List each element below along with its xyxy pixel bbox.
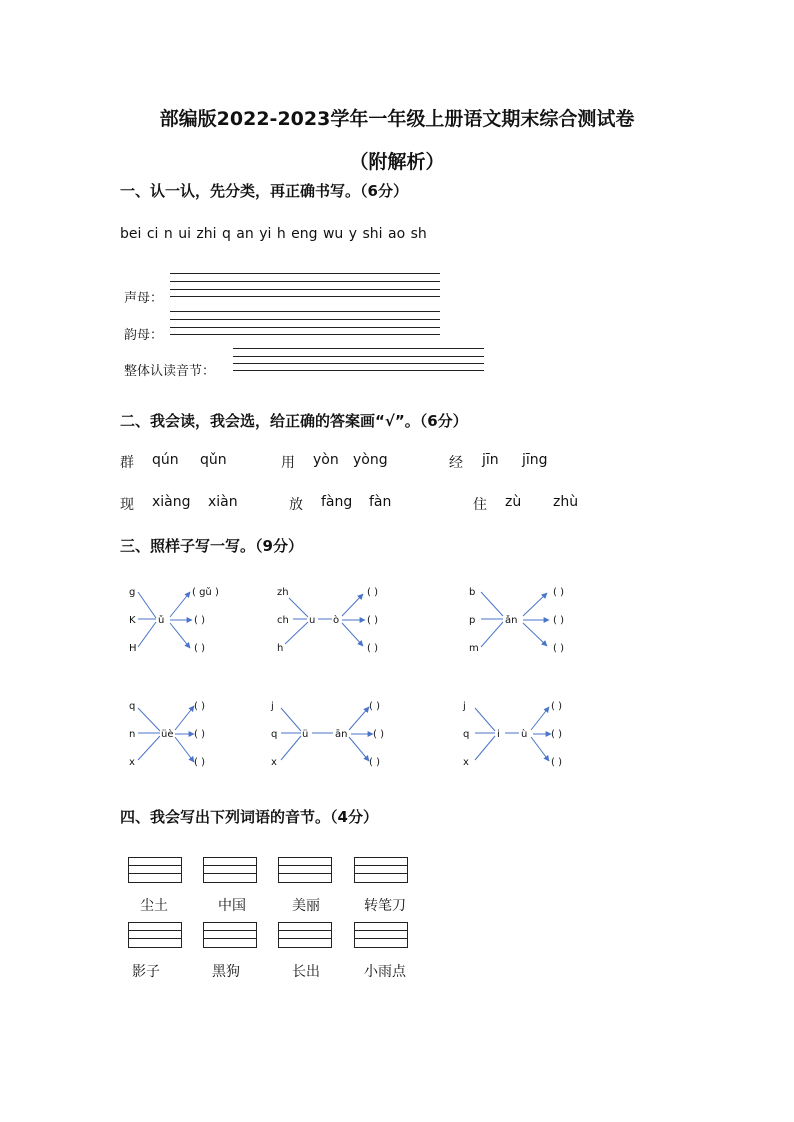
diagram-initial: h — [277, 643, 284, 654]
word-label: 转笔刀 — [364, 898, 406, 914]
spelling-diagram-2 — [275, 580, 425, 660]
answer-paren[interactable]: ( ) — [369, 701, 380, 712]
pinyin-writing-box[interactable] — [128, 857, 182, 883]
choice-option[interactable]: zhù — [553, 494, 579, 510]
diagram-final: ān — [335, 729, 348, 740]
choice-option[interactable]: fàn — [369, 494, 392, 510]
spelling-diagram-1 — [120, 580, 250, 660]
answer-paren[interactable]: ( ) — [369, 757, 380, 768]
word-label: 影子 — [132, 964, 160, 980]
diagram-initial: b — [469, 587, 476, 598]
pinyin-writing-box[interactable] — [203, 922, 257, 948]
answer-paren[interactable]: ( ) — [373, 729, 384, 740]
choice-char: 放 — [289, 497, 303, 513]
answer-paren[interactable]: ( ) — [551, 701, 562, 712]
diagram-final: ò — [333, 615, 340, 626]
answer-paren[interactable]: ( ) — [553, 615, 564, 626]
finals-label: 韵母： — [124, 328, 164, 343]
diagram-initial: q — [129, 701, 136, 712]
diagram-final: ù — [521, 729, 528, 740]
choice-option[interactable]: zù — [505, 494, 522, 510]
choice-option[interactable]: qǔn — [200, 452, 227, 468]
pinyin-writing-box[interactable] — [354, 922, 408, 948]
diagram-initial: zh — [277, 587, 289, 598]
answer-paren[interactable]: ( gǔ ) — [192, 587, 219, 598]
page-title: 部编版2022-2023学年一年级上册语文期末综合测试卷 — [159, 108, 635, 130]
finals-writing-lines[interactable] — [170, 311, 440, 335]
word-label: 中国 — [218, 898, 246, 914]
whole-syllables-writing-lines[interactable] — [233, 348, 484, 371]
answer-paren[interactable]: ( ) — [194, 701, 205, 712]
diagram-initial: ch — [277, 615, 289, 626]
answer-paren[interactable]: ( ) — [194, 757, 205, 768]
word-label: 小雨点 — [364, 964, 406, 980]
choice-option[interactable]: yòng — [353, 452, 388, 468]
diagram-initial: H — [129, 643, 137, 654]
choice-char: 群 — [120, 455, 134, 471]
answer-paren[interactable]: ( ) — [551, 757, 562, 768]
pinyin-writing-box[interactable] — [203, 857, 257, 883]
answer-paren[interactable]: ( ) — [194, 643, 205, 654]
answer-paren[interactable]: ( ) — [367, 587, 378, 598]
diagram-initial: x — [129, 757, 135, 768]
spelling-diagram-5 — [265, 694, 425, 774]
diagram-final: ǔ — [158, 615, 165, 626]
diagram-initial: m — [469, 643, 479, 654]
choice-option[interactable]: fàng — [321, 494, 353, 510]
word-label: 美丽 — [292, 898, 320, 914]
answer-paren[interactable]: ( ) — [367, 615, 378, 626]
choice-option[interactable]: jīn — [482, 452, 499, 468]
choice-option[interactable]: xiàng — [152, 494, 191, 510]
initials-writing-lines[interactable] — [170, 273, 440, 297]
whole-syllables-label: 整体认读音节： — [124, 364, 216, 379]
spelling-diagram-4 — [120, 694, 250, 774]
spelling-diagram-6 — [455, 694, 605, 774]
pinyin-writing-box[interactable] — [278, 857, 332, 883]
choice-option[interactable]: jīng — [522, 452, 548, 468]
diagram-initial: p — [469, 615, 476, 626]
section3-heading: 三、照样子写一写。（9分） — [120, 537, 303, 555]
choice-char: 现 — [120, 497, 134, 513]
section4-heading: 四、我会写出下列词语的音节。（4分） — [120, 808, 378, 826]
diagram-initial: x — [271, 757, 277, 768]
section2-heading: 二、我会读，我会选，给正确的答案画“√”。（6分） — [120, 412, 468, 430]
diagram-initial: K — [129, 615, 136, 626]
choice-option[interactable]: qún — [152, 452, 179, 468]
diagram-final: üè — [161, 729, 174, 740]
diagram-initial: q — [463, 729, 470, 740]
diagram-initial: n — [129, 729, 136, 740]
initials-label: 声母： — [124, 291, 164, 306]
letter-list: bei ci n ui zhi q an yi h eng wu y shi ao sh — [120, 226, 427, 242]
diagram-medial: i — [497, 729, 500, 740]
page-subtitle: （附解析） — [349, 151, 445, 173]
pinyin-writing-box[interactable] — [128, 922, 182, 948]
diagram-initial: x — [463, 757, 469, 768]
answer-paren[interactable]: ( ) — [553, 587, 564, 598]
diagram-medial: ü — [302, 729, 309, 740]
answer-paren[interactable]: ( ) — [194, 615, 205, 626]
pinyin-writing-box[interactable] — [354, 857, 408, 883]
diagram-final: ǎn — [505, 615, 518, 626]
diagram-medial: u — [309, 615, 316, 626]
answer-paren[interactable]: ( ) — [367, 643, 378, 654]
choice-option[interactable]: xiàn — [208, 494, 238, 510]
word-label: 黑狗 — [212, 964, 240, 980]
pinyin-writing-box[interactable] — [278, 922, 332, 948]
choice-char: 住 — [473, 497, 487, 513]
diagram-initial: j — [271, 701, 274, 712]
choice-char: 经 — [449, 455, 463, 471]
choice-char: 用 — [281, 455, 295, 471]
diagram-initial: q — [271, 729, 278, 740]
answer-paren[interactable]: ( ) — [194, 729, 205, 740]
section1-heading: 一、认一认，先分类，再正确书写。（6分） — [120, 182, 408, 200]
diagram-initial: g — [129, 587, 136, 598]
answer-paren[interactable]: ( ) — [553, 643, 564, 654]
spelling-diagram-3 — [465, 580, 605, 660]
word-label: 长出 — [292, 964, 320, 980]
word-label: 尘土 — [140, 898, 168, 914]
choice-option[interactable]: yòn — [313, 452, 339, 468]
diagram-initial: j — [463, 701, 466, 712]
answer-paren[interactable]: ( ) — [551, 729, 562, 740]
